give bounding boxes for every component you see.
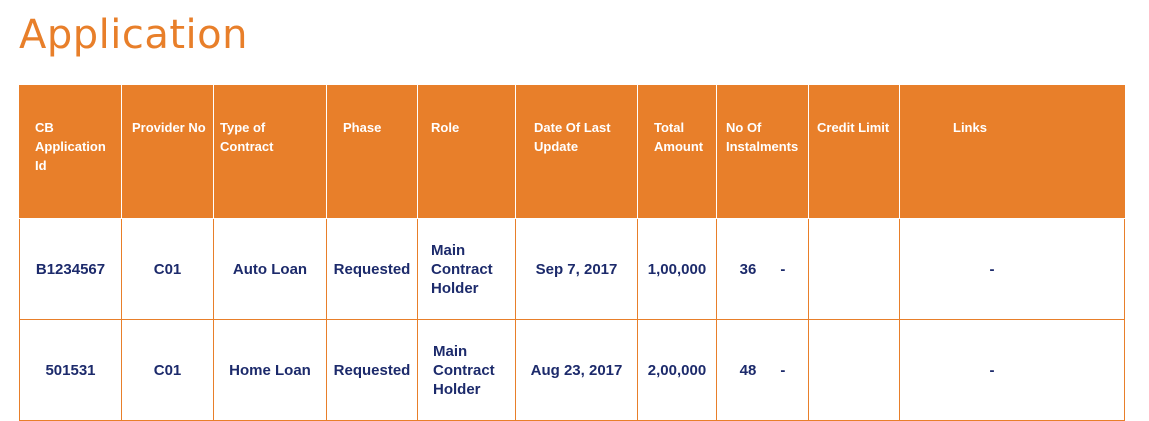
page-title: Application [19,12,248,58]
cell-cb-application-id: B1234567 [20,219,122,320]
cell-links[interactable]: - [900,320,1125,421]
cell-total-amount: 1,00,000 [638,219,717,320]
table-header-row [20,86,1125,219]
cell-no-of-instalments [717,219,809,320]
cell-total-amount: 2,00,000 [638,320,717,421]
cell-role: Main Contract Holder [418,219,516,320]
cell-phase: Requested [327,219,418,320]
cell-role: Main Contract Holder [418,320,516,421]
header-phase: Phase [327,86,418,219]
applications-table [19,85,1125,421]
table-row [20,219,1125,320]
header-no-of-instalments: No Of Instalments [717,86,809,219]
header-provider-no: Provider No [122,86,214,219]
cell-phase: Requested [327,320,418,421]
cell-cb-application-id: 501531 [20,320,122,421]
instalments-count: 36 [739,260,757,278]
header-links: Links [900,86,1125,219]
header-total-amount: Total Amount [638,86,717,219]
cell-provider-no: C01 [122,219,214,320]
cell-credit-limit [809,320,900,421]
cell-type-of-contract: Home Loan [214,320,327,421]
instalments-dash: - [780,260,786,278]
header-role: Role [418,86,516,219]
header-date-of-last-update: Date Of Last Update [516,86,638,219]
header-credit-limit: Credit Limit [809,86,900,219]
table-row [20,320,1125,421]
cell-date-of-last-update: Aug 23, 2017 [516,320,638,421]
instalments-dash: - [780,361,786,379]
cell-no-of-instalments [717,320,809,421]
cell-type-of-contract: Auto Loan [214,219,327,320]
cell-provider-no: C01 [122,320,214,421]
cell-credit-limit [809,219,900,320]
header-cb-application-id: CB Application Id [20,86,122,219]
cell-links[interactable]: - [900,219,1125,320]
instalments-count: 48 [739,361,757,379]
cell-date-of-last-update: Sep 7, 2017 [516,219,638,320]
header-type-of-contract: Type of Contract [214,86,327,219]
